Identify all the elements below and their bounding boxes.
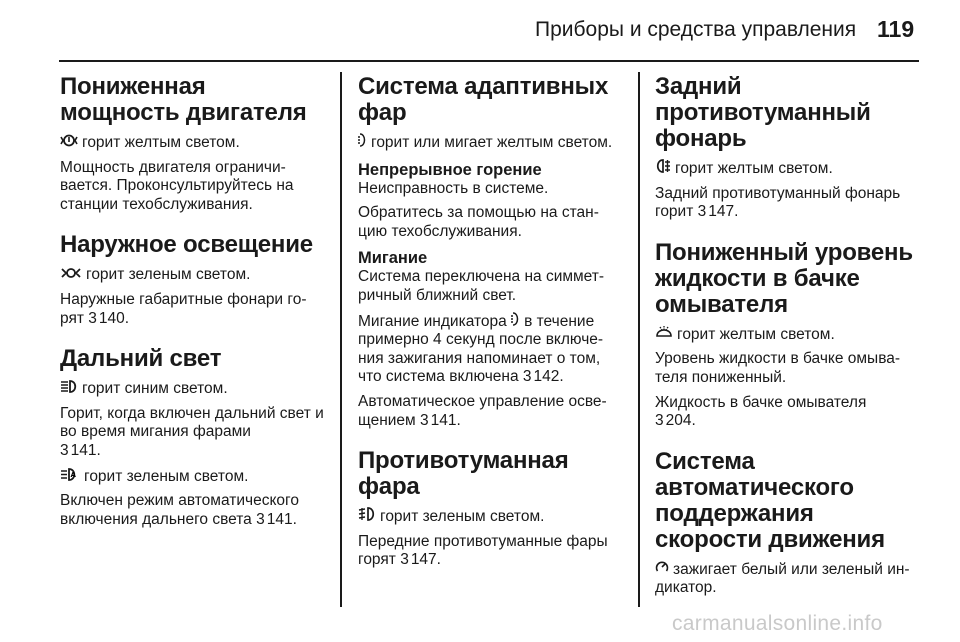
section-title: Задний противотуманный фонарь [655, 73, 871, 152]
text: зажигает белый или зеленый ин- дикатор. [655, 560, 910, 597]
page-number: 119 [877, 16, 915, 42]
paragraph [60, 467, 328, 487]
header-title: Приборы и средства управления [535, 18, 857, 41]
text: горит желтым светом. [677, 325, 835, 343]
page-ref-icon: 3 [88, 309, 97, 327]
paragraph: Обратитесь за помощью на стан- цию техобслуживания. [358, 204, 599, 240]
watermark: carmanualsonline.info [672, 612, 883, 635]
page-ref-icon: 3 [420, 411, 429, 429]
paragraph [60, 291, 328, 328]
subheading: Непрерывное горение [358, 160, 542, 179]
text: в течение примерно 4 секунд после включе- ния зажигания напоминает о том, что система включена [358, 312, 604, 386]
section-title: Дальний свет [60, 345, 222, 373]
cruise-control-icon [655, 560, 669, 579]
section-title: Пониженная мощность двигателя [60, 73, 307, 126]
engine-power-icon [60, 133, 78, 152]
text: Передние противотуманные фары горят [358, 532, 608, 569]
text: Горит, когда включен дальний свет и во время мигания фарами [60, 404, 324, 441]
section-title: Наружное освещение [60, 231, 313, 259]
page-ref[interactable]: 204. [665, 412, 696, 430]
text: Жидкость в бачке омывателя [655, 393, 867, 411]
column-1 [60, 74, 328, 535]
page-ref-icon: 3 [400, 551, 409, 569]
text: Наружные габаритные фонари го- рят [60, 290, 307, 327]
subheading: Мигание [358, 249, 428, 268]
paragraph: Неисправность в системе. [358, 179, 549, 197]
rear-fog-icon [655, 159, 671, 178]
paragraph: Система переключена на симмет- ричный ближний свет. [358, 268, 605, 304]
washer-fluid-icon [655, 325, 673, 344]
page-ref-icon: 3 [697, 203, 707, 221]
paragraph [655, 159, 925, 179]
page-ref[interactable]: 141. [70, 441, 101, 459]
page-ref[interactable]: 147. [410, 551, 441, 569]
column-divider [638, 72, 640, 607]
section-title: Пониженный уровень жидкости в бачке омывателя [655, 238, 913, 318]
paragraph [655, 560, 925, 598]
page-ref[interactable]: 142. [533, 368, 564, 386]
header-rule [59, 60, 919, 62]
page-ref-icon: 3 [655, 412, 664, 430]
page-ref[interactable]: 141. [266, 510, 297, 528]
paragraph [60, 492, 328, 529]
paragraph [358, 533, 628, 570]
paragraph [358, 133, 628, 153]
page-ref[interactable]: 147. [708, 203, 739, 221]
page-header [0, 0, 960, 62]
page-ref-icon: 3 [60, 441, 69, 459]
text: горит зеленым светом. [86, 266, 251, 284]
paragraph [358, 393, 628, 430]
page-ref-icon: 3 [522, 368, 532, 386]
svg-text:A: A [70, 470, 76, 479]
text: горит желтым светом. [675, 160, 833, 177]
paragraph [60, 405, 328, 461]
paragraph: Уровень жидкости в бачке омыва- теля пониженный. [655, 350, 901, 386]
text: Задний противотуманный фонарь горит [655, 184, 901, 221]
text: горит желтым светом. [82, 134, 240, 151]
column-divider [340, 72, 342, 607]
page-ref[interactable]: 141. [430, 411, 461, 429]
paragraph [358, 312, 628, 387]
text: горит или мигает желтым светом. [371, 134, 613, 151]
column-2 [358, 74, 628, 576]
exterior-light-icon [60, 265, 82, 284]
text: горит зеленым светом. [380, 508, 545, 526]
text: Мигание индикатора [358, 312, 507, 330]
text: горит зеленым светом. [84, 467, 249, 485]
section-title: Система автоматического поддержания скорости движения [655, 447, 885, 553]
text: Включен режим автоматического включения дальнего света [60, 492, 299, 528]
paragraph [60, 265, 328, 285]
paragraph [60, 133, 328, 153]
paragraph: Мощность двигателя ограничи- вается. Проконсультируйтесь на станции техобслуживания. [60, 158, 294, 213]
section-title: Система адаптивных фар [358, 73, 609, 126]
column-3 [655, 74, 925, 604]
auto-high-beam-icon [60, 467, 80, 486]
page-ref[interactable]: 140. [98, 309, 130, 327]
paragraph [655, 325, 925, 345]
paragraph [60, 379, 328, 399]
front-fog-icon [358, 507, 376, 526]
paragraph [358, 507, 628, 527]
page-ref-icon: 3 [256, 510, 265, 528]
high-beam-icon [60, 379, 78, 398]
text: горит синим светом. [82, 380, 228, 398]
section-title: Противотуманная фара [358, 447, 569, 501]
adaptive-light-icon [358, 133, 367, 152]
paragraph [655, 185, 925, 222]
text: Автоматическое управление осве- щением [358, 392, 607, 429]
paragraph [655, 394, 925, 431]
adaptive-light-icon [511, 312, 520, 331]
